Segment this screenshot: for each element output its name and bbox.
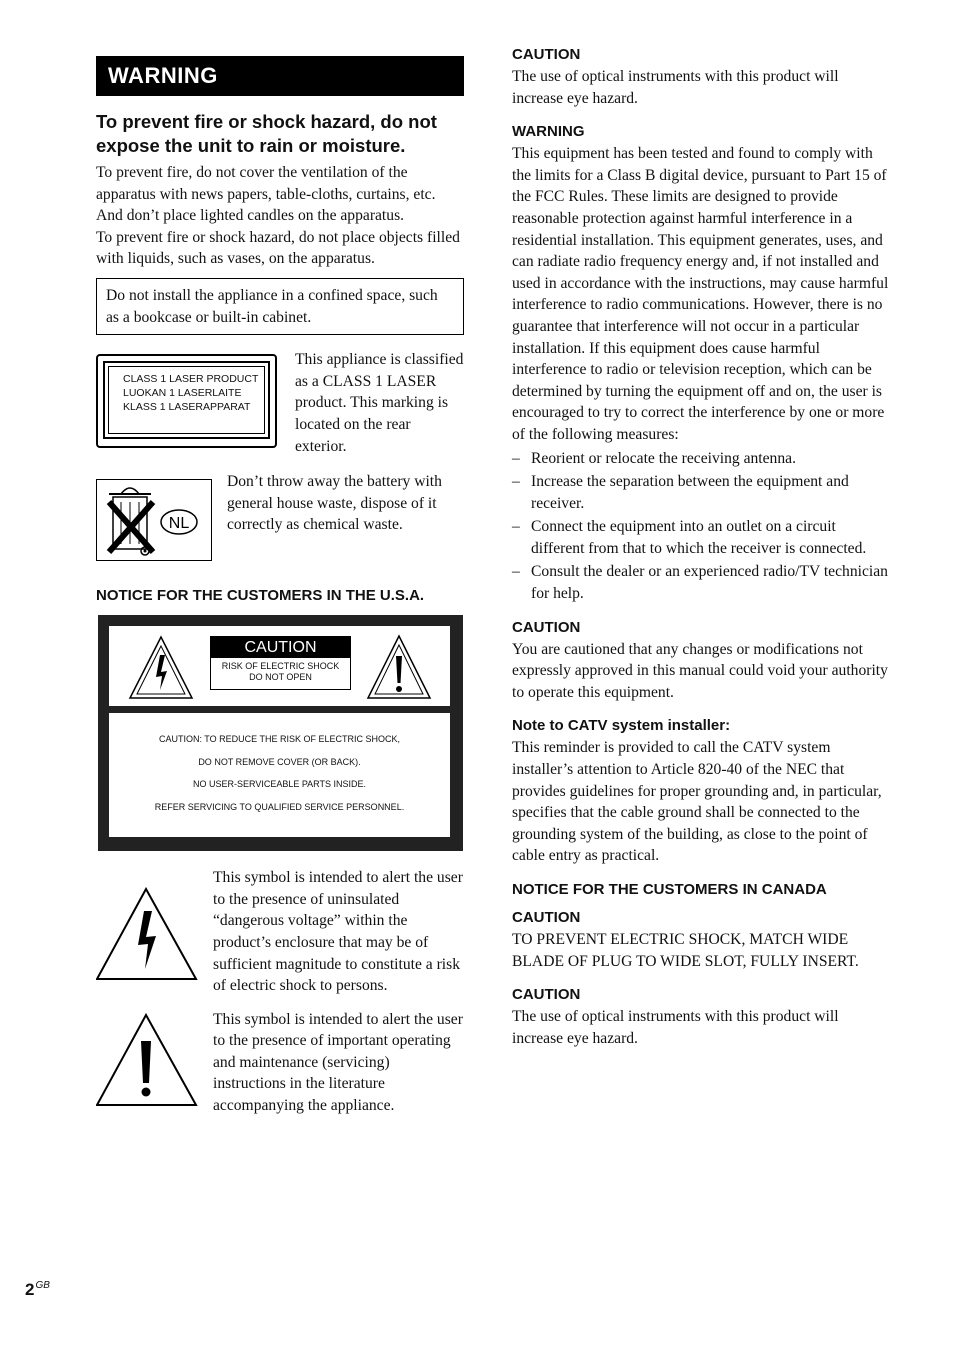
fcc-warning-text: This equipment has been tested and found to comply with the limits for a Class B digital device, pursuant to Part 15 of the FCC Rules. These limits are designed to provide reasonable protection against harmful interference in a residential installation. This equipment generates, uses, and can radiate radio frequency energy and, if not installed and used in accordance with the instructions, may cause harmful interference to radio communications. However, there is no guarantee that interference will not occur in a particular installation. If this equipment does cause harmful interference to radio or television reception, which can be determined by turning the equipment off and on, the user is encouraged to try to correct the interference by one or more of the following measures: — [512, 145, 889, 443]
optical-caution-text-2: The use of optical instruments with this product will increase eye hazard. — [512, 1008, 839, 1047]
battery-badge: NL — [168, 515, 190, 533]
lead-heading: To prevent fire or shock hazard, do not expose the unit to rain or moisture. — [96, 111, 437, 156]
shock-paragraph: To prevent fire or shock hazard, do not place objects filled with liquids, such as vases, on the apparatus. — [96, 228, 460, 268]
caution-panel-body — [109, 713, 450, 837]
left-column — [96, 56, 464, 1117]
list-item: – Consult the dealer or an experienced radio/TV technician for help. — [512, 561, 890, 604]
notice-canada-heading: NOTICE FOR THE CUSTOMERS IN CANADA — [512, 881, 827, 898]
catv-heading: Note to CATV system installer: — [512, 717, 731, 735]
voltage-symbol-section — [96, 867, 464, 997]
voltage-symbol-description: This symbol is intended to alert the user to the presence of uninsulated “dangerous voltage” within the product’s enclosure that may be of sufficient magnitude to constitute a risk of electric shock to persons. — [213, 869, 463, 995]
laser-section — [96, 349, 464, 457]
plug-caution-text: TO PREVENT ELECTRIC SHOCK, MATCH WIDE BLADE OF PLUG TO WIDE SLOT, FULLY INSERT. — [512, 931, 859, 970]
list-item: – Reorient or relocate the receiving antenna. — [512, 448, 890, 470]
dangerous-voltage-icon — [96, 887, 208, 982]
optical-caution-text: The use of optical instruments with this product will increase eye hazard. — [512, 68, 839, 107]
exclamation-triangle-icon — [368, 636, 430, 698]
laser-label-line: CLASS 1 LASER PRODUCT — [123, 373, 259, 386]
notice-usa-heading: NOTICE FOR THE CUSTOMERS IN THE U.S.A. — [96, 587, 425, 605]
laser-label-line: LUOKAN 1 LASERLAITE — [123, 387, 242, 400]
page-suffix: GB — [35, 1280, 50, 1292]
lightning-triangle-icon — [130, 637, 192, 698]
list-item: – Connect the equipment into an outlet on a circuit different from that to which the receiver is connected. — [512, 516, 890, 559]
caution-body-line: NO USER-SERVICEABLE PARTS INSIDE. — [192, 779, 367, 790]
caution-heading: CAUTION — [512, 986, 581, 1004]
caution-body-line: CAUTION: TO REDUCE THE RISK OF ELECTRIC SHOCK, — [158, 734, 401, 745]
caution-heading: CAUTION — [512, 618, 581, 636]
fire-paragraph: To prevent fire, do not cover the ventilation of the apparatus with news papers, table-cloths, curtains, etc. And don’t place lighted candles on the apparatus. — [96, 164, 436, 225]
crossed-bin-icon — [97, 480, 211, 560]
catv-text: This reminder is provided to call the CATV system installer’s attention to Article 820-40 of the NEC that provides guidelines for proper grounding and, in particular, specifies that the cable ground shall be connected to the grounding system of the building, as close to the point of cable entry as practical. — [512, 739, 882, 865]
right-column — [512, 44, 890, 1049]
confined-space-notice: Do not install the appliance in a confined space, such as a bookcase or built-in cabinet. — [96, 278, 464, 335]
caution-box-subtext: RISK OF ELECTRIC SHOCK DO NOT OPEN — [221, 661, 340, 683]
caution-heading: CAUTION — [512, 909, 581, 926]
fcc-warning-heading: WARNING — [512, 123, 585, 141]
warning-banner: WARNING — [96, 56, 464, 96]
battery-section — [96, 471, 464, 561]
caution-box-title: CAUTION — [211, 637, 350, 658]
caution-box — [210, 636, 351, 690]
caution-heading: CAUTION — [512, 46, 581, 63]
modifications-caution-text: You are cautioned that any changes or modifications not expressly approved in this manual could void your authority to operate this equipment. — [512, 640, 888, 701]
laser-description: This appliance is classified as a CLASS 1 LASER product. This marking is located on the rear exterior. — [295, 351, 464, 455]
page-number: $2^{GB}$ — [25, 1280, 50, 1299]
laser-class-label — [96, 354, 277, 448]
caution-body-line: DO NOT REMOVE COVER (OR BACK). — [198, 756, 361, 767]
exclamation-symbol-description: This symbol is intended to alert the user to the presence of important operating and maintenance (servicing) instructions in the literature accompanying the appliance. — [213, 1010, 463, 1115]
interference-measures-list — [512, 448, 890, 605]
list-item: – Increase the separation between the equipment and receiver. — [512, 471, 890, 514]
caution-body-line: REFER SERVICING TO QUALIFIED SERVICE PERSONNEL. — [154, 801, 405, 812]
caution-label-panel — [98, 615, 463, 851]
important-instructions-icon — [96, 1013, 208, 1108]
exclamation-symbol-section — [96, 1009, 464, 1117]
laser-label-line: KLASS 1 LASERAPPARAT — [123, 401, 251, 414]
battery-description: Don’t throw away the battery with general house waste, dispose of it correctly as chemical waste. — [227, 473, 442, 534]
battery-disposal-symbol — [96, 479, 212, 561]
